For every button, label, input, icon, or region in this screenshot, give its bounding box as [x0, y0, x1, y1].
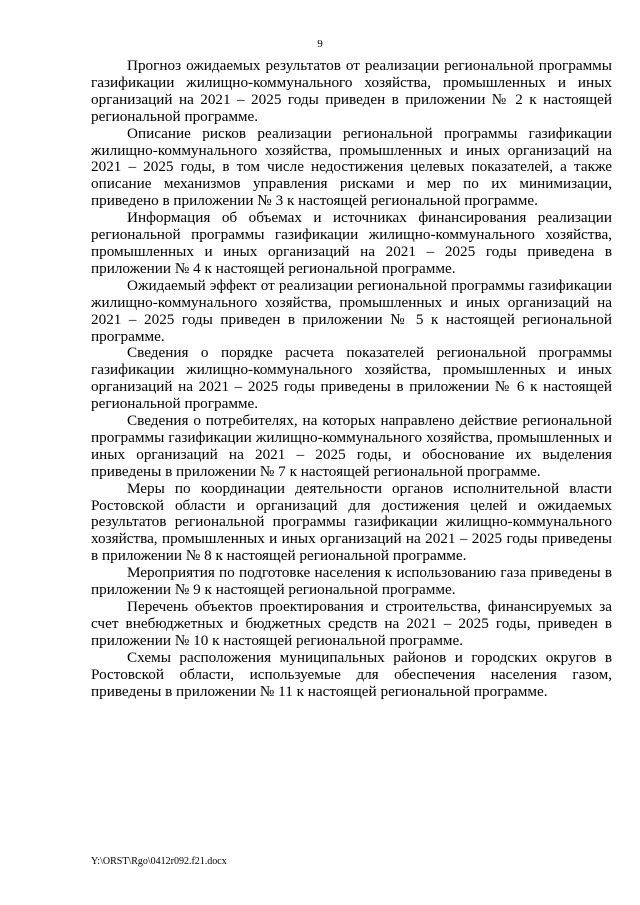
paragraph-consumers: Сведения о потребителях, на которых направлено действие региональной программы газификации жилищно-коммунального хозяйства, промышленных и иных организаций на 2021 – 2025 годы, и обоснование их выделения приведены в приложении № 7 к настоящей региональной программе.	[91, 412, 612, 480]
paragraph-indicator-calculation: Сведения о порядке расчета показателей региональной программы газификации жилищно-коммунального хозяйства, промышленных и иных организаций на 2021 – 2025 годы приведены в приложении № 6 к настоящей региональной программе.	[91, 344, 612, 413]
document-body	[91, 58, 612, 700]
paragraph-coordination-measures: Меры по координации деятельности органов исполнительной власти Ростовской области и организаций для достижения целей и ожидаемых результатов региональной программы газификации жилищно-коммунального хозяйства, промышленных и иных организаций на 2021 – 2025 годы приведены в приложении № 8 к настоящей региональной программе.	[91, 479, 612, 565]
paragraph-construction-objects: Перечень объектов проектирования и строительства, финансируемых за счет внебюджетных и бюджетных средств на 2021 – 2025 годы, приведен в приложении № 10 к настоящей региональной программе.	[91, 598, 612, 649]
page-number: 9	[317, 38, 323, 50]
paragraph-forecast-results: Прогноз ожидаемых результатов от реализации региональной программы газификации жилищно-коммунального хозяйства, промышленных и иных организаций на 2021 – 2025 годы приведен в приложении № 2 к настоящей региональной программе.	[91, 57, 612, 125]
footer-file-path: Y:\ORST\Rgo\0412r092.f21.docx	[91, 856, 227, 867]
paragraph-expected-effect: Ожидаемый эффект от реализации региональной программы газификации жилищно-коммунального хозяйства, промышленных и иных организаций на 2021 – 2025 годы приведен в приложении № 5 к настоящей региональной программе.	[91, 276, 612, 345]
paragraph-funding-sources: Информация об объемах и источниках финансирования реализации региональной программы газификации жилищно-коммунального хозяйства, промышленных и иных организаций на 2021 – 2025 годы приведена в приложении № 4 к настоящей региональной программе.	[91, 209, 612, 277]
paragraph-population-preparation: Мероприятия по подготовке населения к использованию газа приведены в приложении № 9 к настоящей региональной программе.	[91, 564, 612, 599]
paragraph-risks-description: Описание рисков реализации региональной программы газификации жилищно-коммунального хозяйства, промышленных и иных организаций на 2021 – 2025 годы, в том числе недостижения целевых показателей, а также описание механизмов управления рисками и мер по их минимизации, приведено в приложении № 3 к настоящей региональной программе.	[91, 124, 612, 210]
paragraph-location-schemes: Схемы расположения муниципальных районов и городских округов в Ростовской области, используемые для обеспечения населения газом, приведены в приложении № 11 к настоящей региональной программе.	[91, 648, 612, 700]
